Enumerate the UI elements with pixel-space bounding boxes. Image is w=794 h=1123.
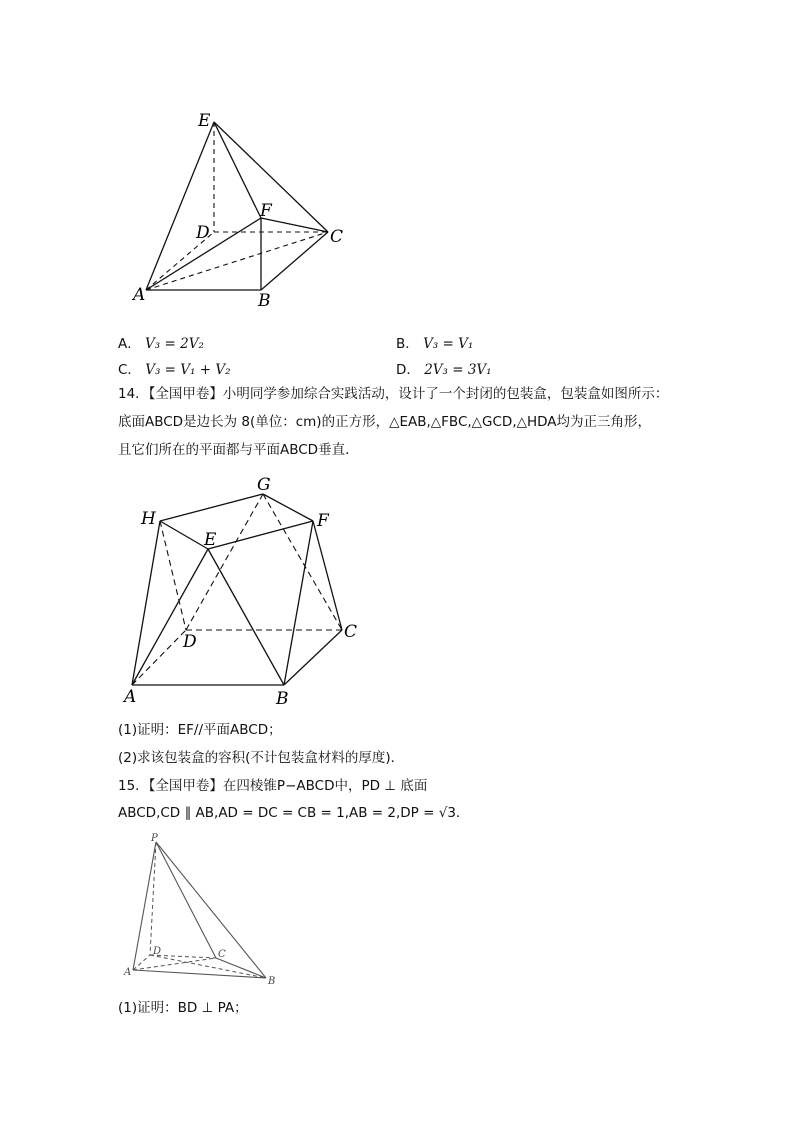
edge-EF xyxy=(208,521,313,549)
q14-line2: 底面ABCD是边长为 8(单位：cm)的正方形，△EAB,△FBC,△GCD,△HDA均为正三角形， xyxy=(118,414,652,430)
edge-AB xyxy=(133,970,266,978)
edge-EF xyxy=(214,122,261,218)
edge-HD-hidden xyxy=(160,521,186,630)
edge-GD-hidden xyxy=(186,494,263,630)
label-C: C xyxy=(218,949,226,960)
label-F: F xyxy=(260,201,272,221)
option-c-letter: C． xyxy=(118,362,141,378)
label-E: E xyxy=(198,111,211,131)
edge-PB xyxy=(156,842,266,978)
label-B: B xyxy=(276,689,289,709)
q15-line1: 15．【全国甲卷】在四棱锥P−ABCD中，PD ⊥ 底面 xyxy=(118,778,428,794)
option-d xyxy=(396,358,492,378)
q14-line1: 14．【全国甲卷】小明同学参加综合实践活动，设计了一个封闭的包装盒，包装盒如图所示： xyxy=(118,386,669,402)
option-b-letter: B． xyxy=(396,336,419,352)
edge-AC-hidden xyxy=(146,232,328,290)
label-B: B xyxy=(258,291,271,311)
edge-EB xyxy=(208,549,284,685)
edge-PC xyxy=(156,842,216,958)
label-C: C xyxy=(330,227,344,247)
figure-polyhedron-ef xyxy=(120,100,380,320)
label-H: H xyxy=(141,509,156,529)
option-b-expr: V₃ = V₁ xyxy=(423,336,474,352)
label-P: P xyxy=(151,833,158,844)
q15-sub1: (1)证明：BD ⊥ PA； xyxy=(118,1000,248,1016)
label-B: B xyxy=(268,976,276,987)
label-E: E xyxy=(204,530,217,550)
label-D: D xyxy=(196,223,210,243)
label-C: C xyxy=(344,622,358,642)
q14-sub1: (1)证明：EF//平面ABCD； xyxy=(118,722,282,738)
option-a-expr: V₃ = 2V₂ xyxy=(145,336,204,352)
option-d-expr: 2V₃ = 3V₁ xyxy=(424,362,492,378)
option-c xyxy=(118,358,231,378)
label-A: A xyxy=(124,967,132,978)
q14-line3: 且它们所在的平面都与平面ABCD垂直． xyxy=(118,442,359,458)
edge-GC-hidden xyxy=(263,494,342,630)
label-D: D xyxy=(153,946,162,957)
option-a xyxy=(118,332,204,352)
option-d-letter: D． xyxy=(396,362,420,378)
label-A: A xyxy=(133,285,146,305)
q14-sub2: (2)求该包装盒的容积(不计包装盒材料的厚度)． xyxy=(118,750,405,766)
label-F: F xyxy=(317,511,329,531)
edge-HG xyxy=(160,494,263,521)
edge-BC xyxy=(261,232,328,290)
label-G: G xyxy=(257,475,271,495)
edge-EA xyxy=(146,122,214,290)
label-D: D xyxy=(183,632,197,652)
edge-FC xyxy=(313,521,342,630)
option-c-expr: V₃ = V₁ + V₂ xyxy=(145,362,231,378)
option-a-letter: A． xyxy=(118,336,141,352)
label-A: A xyxy=(124,687,137,707)
edge-HE xyxy=(160,521,208,549)
q15-line2: ABCD,CD ∥ AB,AD = DC = CB = 1,AB = 2,DP = √3． xyxy=(118,805,470,821)
figure-pyramid-pabcd xyxy=(120,830,290,990)
edge-FB xyxy=(284,521,313,685)
option-b xyxy=(396,332,473,352)
figure-packaging-box xyxy=(120,470,370,710)
